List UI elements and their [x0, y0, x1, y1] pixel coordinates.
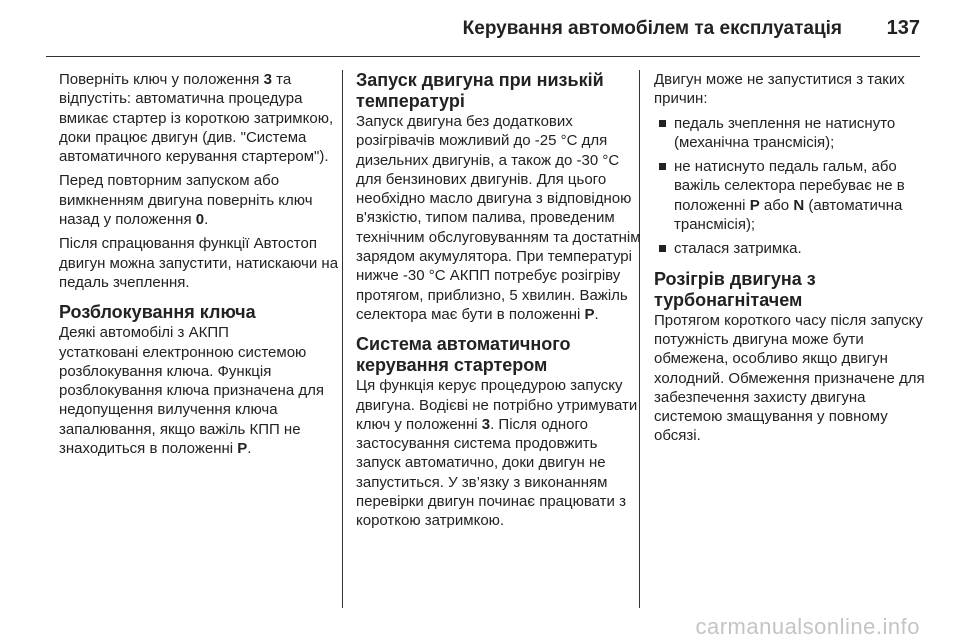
column-1: [59, 70, 345, 463]
heading-turbo-warmup: Розігрів двигуна з турбонагнітачем: [654, 268, 816, 310]
bullet-icon: [659, 245, 666, 252]
paragraph-key-release-intro: Деякі автомобілі з АКПП: [59, 324, 229, 342]
bullet-icon: [659, 120, 666, 127]
paragraph-turbo-warmup: Протягом короткого часу після запуску потужність двигуна може бути обмежена, особливо якщо двигун холодний. Обмеження призначене для забезпечення захисту двигуна системою змащування у повному обсязі.: [654, 311, 925, 445]
heading-starter-control: Система автоматичного керування стартером: [356, 334, 571, 376]
header-rule: [46, 56, 920, 57]
heading-key-release: Розблокування ключа: [59, 302, 256, 323]
paragraph-starter-control: Ця функція керує процедурою запуску двигуна. Водієві не потрібно утримувати ключ у положенні 3. Після одного застосування система продовжить запуск автоматично, доки двигун не запуститься. У зв’язку з виконанням перевірки двигун починає працювати з короткою затримкою.: [356, 377, 638, 530]
page-number: 137: [886, 17, 920, 39]
list-item: не натиснуто педаль гальм, або важіль селектора перебуває не в положенні P або N (автоматична трансмісія);: [654, 157, 930, 234]
paragraph-reasons: Двигун може не запуститися з таких причин:: [654, 71, 905, 108]
bullet-icon: [659, 163, 666, 170]
paragraph-cold-start: Запуск двигуна без додаткових розігрівачів можливий до -25 °C для дизельних двигунів, а також до -30 °C для бензинових двигунів. Для цього необхідно масло двигуна з відповідною в'язкістю, типом палива, проведеним технічним обслуговуванням та достатнім зарядом акумулятора. При температурі нижче -30 °C АКПП потребує розігріву протягом, приблизно, 5 хвилин. Важіль селектора має бути в положенні P.: [356, 113, 641, 323]
header-title: Керування автомобілем та експлуатація: [462, 18, 842, 39]
watermark-text: carmanualsonline.info: [695, 614, 920, 639]
paragraph-key-release: устатковані електронною системою розблокування ключа. Функція розблокування ключа призначена для недопущення вилучення ключа запалювання, якщо важіль КПП не знаходиться в положенні P.: [59, 343, 324, 458]
column-2: [356, 70, 642, 536]
column-3: [654, 70, 930, 451]
paragraph-restart: Перед повторним запуском або вимкненням двигуна поверніть ключ назад у положення 0.: [59, 172, 313, 229]
list-item: педаль зчеплення не натиснуто (механічна трансмісія);: [654, 114, 930, 153]
list-item: сталася затримка.: [654, 239, 930, 258]
paragraph-ignition: Поверніть ключ у положення 3 та відпустіть: автоматична процедура вмикає стартер із короткою затримкою, доки працює двигун (див. "Система автоматичного керування стартером").: [59, 71, 334, 166]
page-header: [0, 0, 960, 58]
heading-cold-start: Запуск двигуна при низькій температурі: [356, 70, 604, 111]
paragraph-autostop: Після спрацювання функції Автостоп двигун можна запустити, натискаючи на педаль зчеплення.: [59, 235, 339, 291]
reasons-list: [654, 114, 930, 259]
